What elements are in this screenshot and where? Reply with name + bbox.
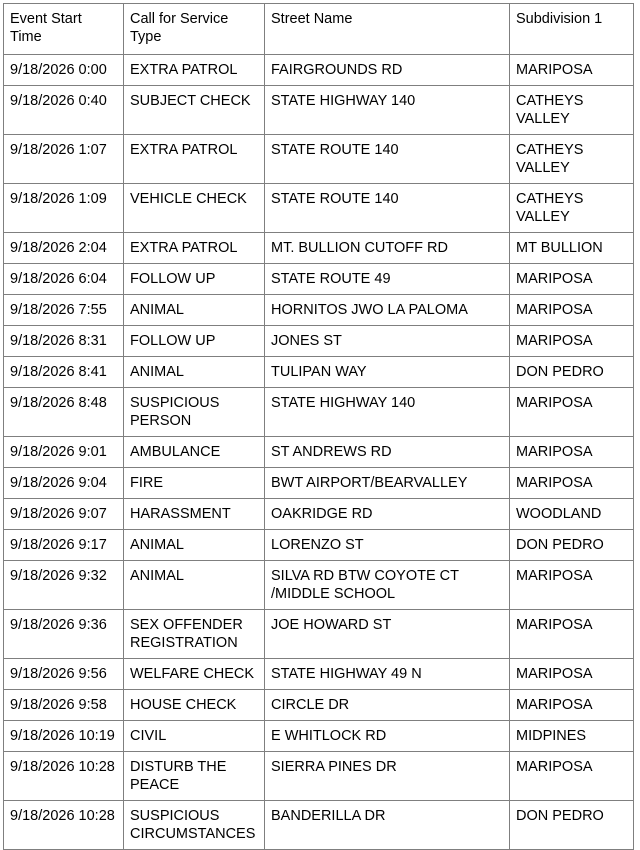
cell-street-name: BWT AIRPORT/BEARVALLEY <box>265 468 510 499</box>
cell-call-type: SUBJECT CHECK <box>124 86 265 135</box>
table-row <box>4 233 634 264</box>
cell-street-name: STATE ROUTE 140 <box>265 135 510 184</box>
cell-street-name: E WHITLOCK RD <box>265 721 510 752</box>
cell-subdivision: MARIPOSA <box>510 561 634 610</box>
cell-subdivision: MARIPOSA <box>510 388 634 437</box>
table-row <box>4 184 634 233</box>
table-row <box>4 437 634 468</box>
table-row <box>4 659 634 690</box>
cell-event-start-time: 9/18/2026 9:58 <box>4 690 124 721</box>
cell-street-name: STATE HIGHWAY 49 N <box>265 659 510 690</box>
header-event-start-time: Event Start Time <box>4 4 124 55</box>
cell-street-name: FAIRGROUNDS RD <box>265 55 510 86</box>
cell-call-type: VEHICLE CHECK <box>124 184 265 233</box>
cell-call-type: EXTRA PATROL <box>124 55 265 86</box>
cell-event-start-time: 9/18/2026 9:01 <box>4 437 124 468</box>
table-row <box>4 561 634 610</box>
cell-event-start-time: 9/18/2026 6:04 <box>4 264 124 295</box>
table-row <box>4 326 634 357</box>
cell-subdivision: MARIPOSA <box>510 468 634 499</box>
cell-subdivision: CATHEYS VALLEY <box>510 86 634 135</box>
cell-street-name: HORNITOS JWO LA PALOMA <box>265 295 510 326</box>
cell-street-name: SIERRA PINES DR <box>265 752 510 801</box>
table-row <box>4 690 634 721</box>
cell-street-name: JONES ST <box>265 326 510 357</box>
cell-street-name: BANDERILLA DR <box>265 801 510 850</box>
table-row <box>4 55 634 86</box>
cell-event-start-time: 9/18/2026 9:36 <box>4 610 124 659</box>
cell-event-start-time: 9/18/2026 9:17 <box>4 530 124 561</box>
table-row <box>4 295 634 326</box>
table-row <box>4 530 634 561</box>
cell-call-type: ANIMAL <box>124 530 265 561</box>
cell-subdivision: DON PEDRO <box>510 801 634 850</box>
cell-event-start-time: 9/18/2026 2:04 <box>4 233 124 264</box>
table-row <box>4 388 634 437</box>
cell-event-start-time: 9/18/2026 1:07 <box>4 135 124 184</box>
cell-street-name: ST ANDREWS RD <box>265 437 510 468</box>
table-row <box>4 86 634 135</box>
cell-call-type: HOUSE CHECK <box>124 690 265 721</box>
cell-call-type: FIRE <box>124 468 265 499</box>
cell-call-type: DISTURB THE PEACE <box>124 752 265 801</box>
cell-event-start-time: 9/18/2026 9:32 <box>4 561 124 610</box>
cell-subdivision: MARIPOSA <box>510 295 634 326</box>
cell-call-type: EXTRA PATROL <box>124 135 265 184</box>
cell-subdivision: DON PEDRO <box>510 357 634 388</box>
calls-for-service-table <box>3 3 634 850</box>
cell-event-start-time: 9/18/2026 10:19 <box>4 721 124 752</box>
cell-street-name: CIRCLE DR <box>265 690 510 721</box>
cell-call-type: WELFARE CHECK <box>124 659 265 690</box>
cell-street-name: STATE ROUTE 140 <box>265 184 510 233</box>
cell-event-start-time: 9/18/2026 8:31 <box>4 326 124 357</box>
table-row <box>4 610 634 659</box>
cell-subdivision: DON PEDRO <box>510 530 634 561</box>
table-row <box>4 135 634 184</box>
table-row <box>4 357 634 388</box>
cell-call-type: ANIMAL <box>124 295 265 326</box>
cell-subdivision: MARIPOSA <box>510 690 634 721</box>
cell-call-type: ANIMAL <box>124 357 265 388</box>
cell-event-start-time: 9/18/2026 10:28 <box>4 752 124 801</box>
cell-call-type: FOLLOW UP <box>124 264 265 295</box>
cell-call-type: ANIMAL <box>124 561 265 610</box>
cell-call-type: FOLLOW UP <box>124 326 265 357</box>
cell-subdivision: MARIPOSA <box>510 55 634 86</box>
cell-subdivision: MARIPOSA <box>510 752 634 801</box>
cell-event-start-time: 9/18/2026 7:55 <box>4 295 124 326</box>
cell-event-start-time: 9/18/2026 1:09 <box>4 184 124 233</box>
cell-event-start-time: 9/18/2026 8:48 <box>4 388 124 437</box>
cell-call-type: CIVIL <box>124 721 265 752</box>
header-subdivision: Subdivision 1 <box>510 4 634 55</box>
cell-call-type: AMBULANCE <box>124 437 265 468</box>
cell-event-start-time: 9/18/2026 0:00 <box>4 55 124 86</box>
cell-call-type: SUSPICIOUS CIRCUMSTANCES <box>124 801 265 850</box>
table-row <box>4 499 634 530</box>
cell-street-name: STATE HIGHWAY 140 <box>265 388 510 437</box>
cell-event-start-time: 9/18/2026 9:56 <box>4 659 124 690</box>
header-street-name: Street Name <box>265 4 510 55</box>
cell-subdivision: MARIPOSA <box>510 659 634 690</box>
cell-street-name: JOE HOWARD ST <box>265 610 510 659</box>
table-row <box>4 801 634 850</box>
cell-event-start-time: 9/18/2026 10:28 <box>4 801 124 850</box>
cell-call-type: SEX OFFENDER REGISTRATION <box>124 610 265 659</box>
cell-subdivision: CATHEYS VALLEY <box>510 184 634 233</box>
cell-call-type: EXTRA PATROL <box>124 233 265 264</box>
cell-subdivision: CATHEYS VALLEY <box>510 135 634 184</box>
cell-event-start-time: 9/18/2026 9:07 <box>4 499 124 530</box>
cell-subdivision: MARIPOSA <box>510 610 634 659</box>
cell-street-name: MT. BULLION CUTOFF RD <box>265 233 510 264</box>
cell-street-name: LORENZO ST <box>265 530 510 561</box>
cell-call-type: HARASSMENT <box>124 499 265 530</box>
cell-call-type: SUSPICIOUS PERSON <box>124 388 265 437</box>
cell-subdivision: MT BULLION <box>510 233 634 264</box>
table-header-row <box>4 4 634 55</box>
cell-event-start-time: 9/18/2026 0:40 <box>4 86 124 135</box>
cell-event-start-time: 9/18/2026 9:04 <box>4 468 124 499</box>
cell-subdivision: WOODLAND <box>510 499 634 530</box>
cell-street-name: STATE HIGHWAY 140 <box>265 86 510 135</box>
cell-subdivision: MARIPOSA <box>510 326 634 357</box>
cell-subdivision: MIDPINES <box>510 721 634 752</box>
table-row <box>4 752 634 801</box>
table-row <box>4 468 634 499</box>
cell-street-name: OAKRIDGE RD <box>265 499 510 530</box>
cell-street-name: SILVA RD BTW COYOTE CT /MIDDLE SCHOOL <box>265 561 510 610</box>
cell-street-name: STATE ROUTE 49 <box>265 264 510 295</box>
cell-event-start-time: 9/18/2026 8:41 <box>4 357 124 388</box>
table-row <box>4 721 634 752</box>
cell-subdivision: MARIPOSA <box>510 437 634 468</box>
header-call-for-service-type: Call for Service Type <box>124 4 265 55</box>
table-row <box>4 264 634 295</box>
cell-street-name: TULIPAN WAY <box>265 357 510 388</box>
cell-subdivision: MARIPOSA <box>510 264 634 295</box>
